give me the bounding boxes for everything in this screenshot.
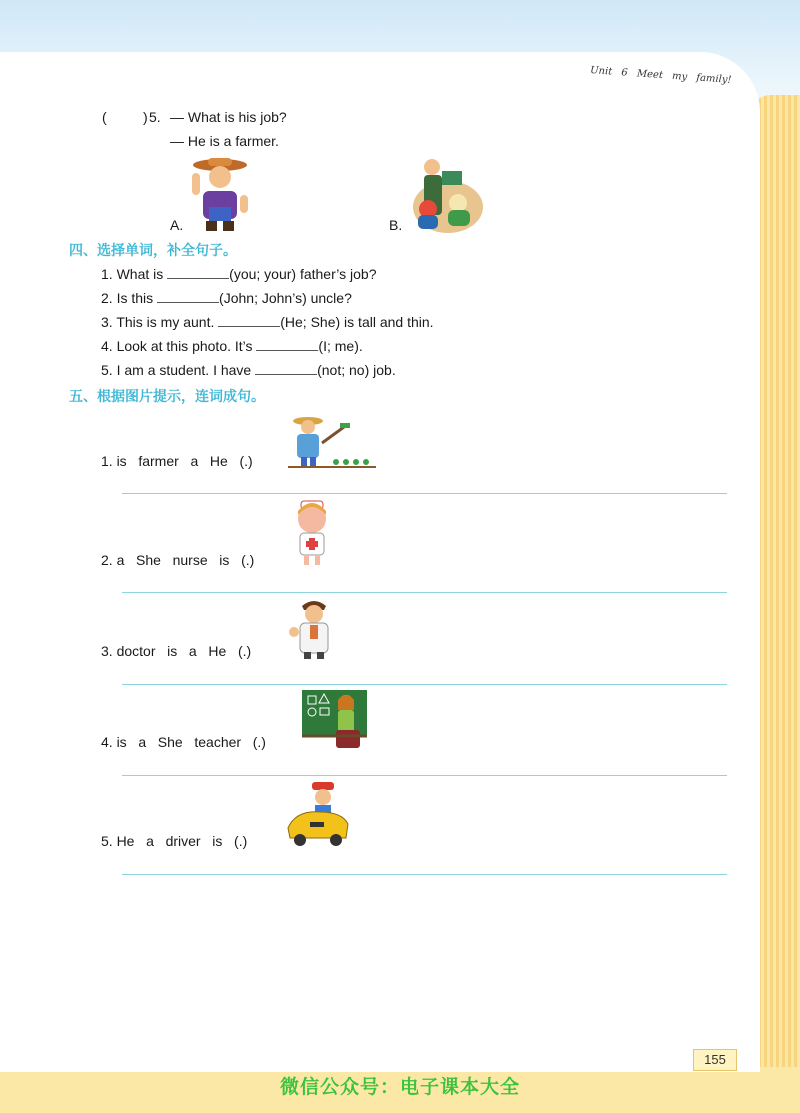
s4-item-2-before: Is this	[116, 290, 154, 306]
section5-title: 五、根据图片提示，连词成句。	[69, 389, 265, 405]
s4-item-4-number: 4.	[101, 338, 113, 354]
s5-item-4-text: 4. is a She teacher (.)	[101, 734, 266, 750]
s4-item-1-after: (you; your) father’s job?	[229, 266, 377, 282]
s4-item-5	[101, 361, 396, 378]
s4-item-2-after: (John; John’s) uncle?	[219, 290, 352, 306]
s4-item-1	[101, 265, 377, 282]
s4-item-5-before: I am a student. I have	[116, 362, 252, 378]
q5-question: — What is his job?	[170, 109, 287, 125]
s4-item-3-blank[interactable]	[218, 313, 280, 327]
option-b-label: B.	[389, 217, 403, 233]
teacher-icon	[302, 690, 367, 750]
answer-line-5[interactable]	[122, 874, 727, 875]
q5-paren-open: (	[102, 109, 107, 125]
answer-line-2[interactable]	[122, 592, 727, 593]
farmer-picture	[186, 155, 254, 233]
answer-line-3[interactable]	[122, 684, 727, 685]
s4-item-2-number: 2.	[101, 290, 113, 306]
q5-paren-close: )	[143, 109, 148, 125]
s4-item-3-before: This is my aunt.	[116, 314, 215, 330]
s5-item-3-text: 3. doctor is a He (.)	[101, 643, 252, 659]
doctor-icon	[288, 598, 340, 660]
s4-item-1-before: What is	[116, 266, 164, 282]
s4-item-4-blank[interactable]	[256, 337, 318, 351]
nurse-icon	[288, 499, 338, 567]
driver-icon	[284, 780, 350, 850]
s4-item-3	[101, 313, 434, 330]
watermark-text: 微信公众号：电子课本大全	[279, 1076, 520, 1098]
answer-line-1[interactable]	[122, 493, 727, 494]
s4-item-5-blank[interactable]	[255, 361, 317, 375]
q5-number: 5.	[149, 109, 161, 125]
s5-item-5-text: 5. He a driver is (.)	[101, 833, 248, 849]
section4-title: 四、选择单词，补全句子。	[69, 243, 237, 259]
running-head: Unit 6 Meet my family!	[590, 65, 733, 86]
answer-line-4[interactable]	[122, 775, 727, 776]
page-number: 155	[693, 1049, 737, 1071]
teacher-class-picture	[412, 155, 484, 235]
option-a-label: A.	[170, 217, 184, 233]
s4-item-5-number: 5.	[101, 362, 113, 378]
s4-item-5-after: (not; no) job.	[317, 362, 396, 378]
s4-item-2	[101, 289, 352, 306]
s4-item-3-after: (He; She) is tall and thin.	[280, 314, 434, 330]
q5-answer: — He is a farmer.	[170, 133, 279, 149]
s5-item-1-text: 1. is farmer a He (.)	[101, 453, 253, 469]
s4-item-2-blank[interactable]	[157, 289, 219, 303]
s4-item-1-number: 1.	[101, 266, 113, 282]
s4-item-3-number: 3.	[101, 314, 113, 330]
s4-item-1-blank[interactable]	[167, 265, 229, 279]
s4-item-4-after: (I; me).	[318, 338, 363, 354]
s5-item-2-text: 2. a She nurse is (.)	[101, 552, 255, 568]
farmer-icon	[286, 413, 378, 469]
s4-item-4	[101, 337, 363, 354]
s4-item-4-before: Look at this photo. It’s	[116, 338, 253, 354]
